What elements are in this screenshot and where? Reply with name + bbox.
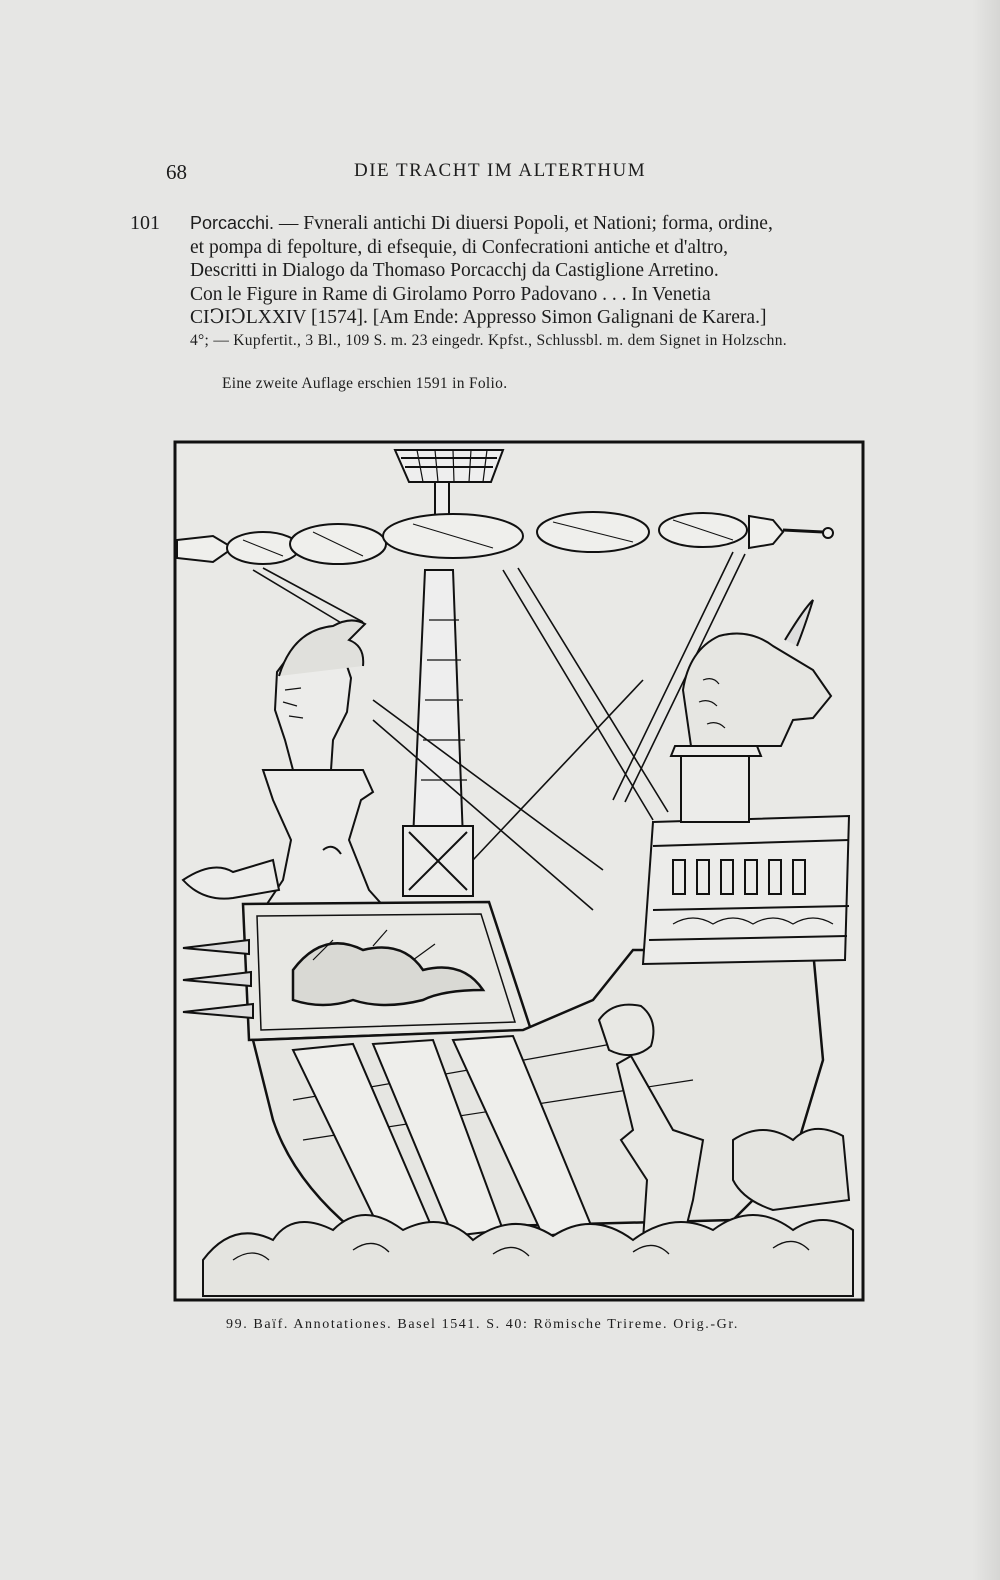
woodcut-illustration [173, 440, 865, 1302]
entry-author: Porcacchi. [190, 213, 275, 233]
entry-line-1 [190, 212, 862, 236]
running-head: DIE TRACHT IM ALTERTHUM [354, 160, 647, 181]
entry-line-5: CIↃIↃLXXIV [1574]. [Am Ende: Appresso Simon Galignani de Karera.] [190, 307, 767, 328]
dragon-panel [243, 902, 531, 1040]
entry-line-3: Descritti in Dialogo da Thomaso Porcacchj da Castiglione Arretino. [190, 260, 719, 281]
page-edge-shadow [972, 0, 1000, 1580]
deck-box [403, 826, 473, 896]
page-number: 68 [166, 160, 187, 184]
entry-title-start: — Fvnerali antichi Di diuersi Popoli, et Nationi; forma, ordine, [278, 213, 773, 234]
entry-line-4: Con le Figure in Rame di Girolamo Porro Padovano . . . In Venetia [190, 283, 711, 305]
entry-collation: 4°; — Kupfertit., 3 Bl., 109 S. m. 23 eingedr. Kpfst., Schlussbl. m. dem Signet in Holzschn. [190, 332, 787, 349]
bibliography-entry [130, 212, 862, 330]
page-header [0, 160, 1000, 192]
figure-caption: 99. Baïf. Annotationes. Basel 1541. S. 40: Römische Trireme. Orig.-Gr. [226, 1317, 739, 1332]
trireme-woodcut [173, 440, 865, 1302]
entry-note: Eine zweite Auflage erschien 1591 in Folio. [222, 375, 508, 392]
entry-line-2: et pompa di fepolture, di efsequie, di Confecrationi antiche et d'altro, [190, 236, 728, 258]
entry-number: 101 [130, 212, 160, 234]
crows-nest [395, 450, 503, 482]
